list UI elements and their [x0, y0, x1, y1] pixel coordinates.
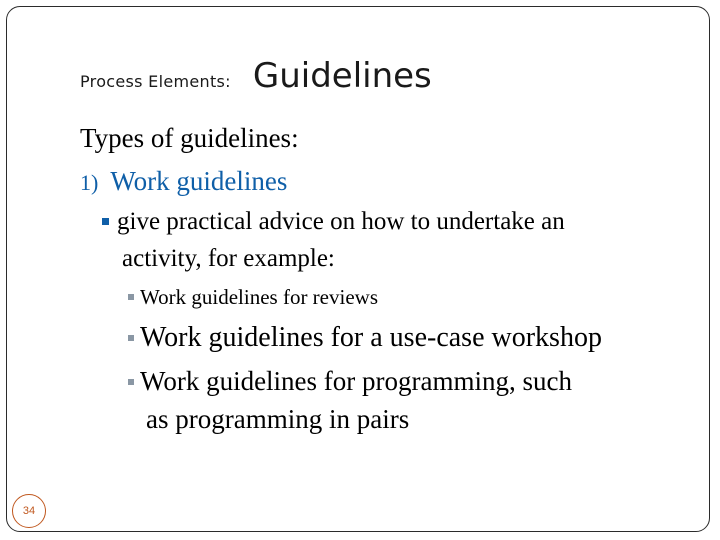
sub-bullet-item: [128, 366, 572, 397]
title-prefix: Process Elements:: [80, 72, 231, 91]
page-number-badge: [12, 494, 46, 528]
numbered-item: [80, 166, 287, 197]
sub-item-text: Work guidelines for reviews: [140, 285, 378, 309]
sub-bullet-item: [128, 322, 602, 354]
sub-bullet-item: [128, 285, 378, 310]
square-bullet-icon: [128, 294, 134, 300]
title-main: Guidelines: [252, 56, 432, 96]
page-number: 34: [22, 505, 36, 517]
sub-item-continuation: as programming in pairs: [146, 404, 410, 434]
square-bullet-icon: [128, 335, 134, 341]
item-number: 1): [80, 170, 99, 195]
bullet-text-line-2: activity, for example:: [122, 245, 335, 272]
square-bullet-icon: [102, 218, 109, 225]
sub-item-text: Work guidelines for programming, such: [140, 366, 572, 396]
square-bullet-icon: [128, 379, 134, 385]
item-label: Work guidelines: [110, 166, 288, 196]
sub-item-text: Work guidelines for a use-case workshop: [140, 322, 602, 353]
bullet-text-line-1: give practical advice on how to undertake an: [117, 208, 565, 235]
bullet-item: [102, 208, 565, 236]
heading: Types of guidelines:: [80, 123, 299, 153]
slide-title: [80, 56, 432, 96]
